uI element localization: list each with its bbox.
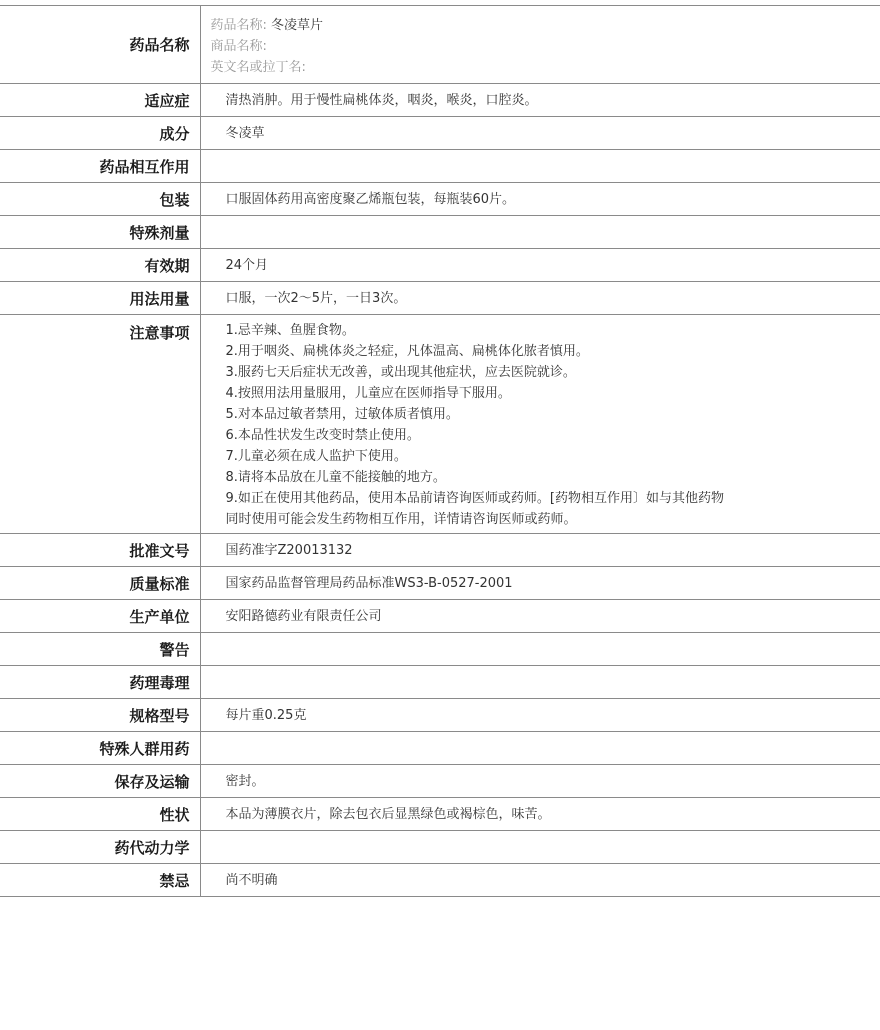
value-expiry: 24个月 — [200, 249, 880, 282]
label-character: 性状 — [0, 798, 200, 831]
label-indication: 适应症 — [0, 84, 200, 117]
label-expiry: 有效期 — [0, 249, 200, 282]
row-usage — [0, 282, 880, 315]
value-special-population — [200, 732, 880, 765]
label-ingredients: 成分 — [0, 117, 200, 150]
label-contraindications: 禁忌 — [0, 864, 200, 897]
drug-info-table — [0, 5, 880, 897]
precaution-line: 4.按照用法用量服用，儿童应在医师指导下服用。 — [225, 386, 511, 401]
label-warning: 警告 — [0, 633, 200, 666]
row-special-dose — [0, 216, 880, 249]
row-ingredients — [0, 117, 880, 150]
generic-name-value: 冬凌草片 — [271, 18, 324, 33]
row-expiry — [0, 249, 880, 282]
value-usage: 口服，一次2～5片，一日3次。 — [200, 282, 880, 315]
row-interactions — [0, 150, 880, 183]
value-spec: 每片重0.25克 — [200, 699, 880, 732]
label-spec: 规格型号 — [0, 699, 200, 732]
trade-name-key: 商品名称: — [210, 39, 267, 54]
row-warning — [0, 633, 880, 666]
trade-name-line — [211, 36, 880, 57]
row-indication — [0, 84, 880, 117]
row-contraindications — [0, 864, 880, 897]
value-toxicology — [200, 666, 880, 699]
value-indication: 清热消肿。用于慢性扁桃体炎，咽炎，喉炎，口腔炎。 — [200, 84, 880, 117]
label-standard: 质量标准 — [0, 567, 200, 600]
value-ingredients: 冬凌草 — [200, 117, 880, 150]
drug-name-block — [200, 6, 880, 84]
value-standard: 国家药品监督管理局药品标准WS3-B-0527-2001 — [200, 567, 880, 600]
precaution-line: 9.如正在使用其他药品，使用本品前请咨询医师或药师。[药物相互作用〕如与其他药物 — [225, 491, 724, 506]
generic-name-key: 药品名称: — [210, 18, 267, 33]
precaution-line: 3.服药七天后症状无改善，或出现其他症状，应去医院就诊。 — [225, 365, 576, 380]
label-approval: 批准文号 — [0, 534, 200, 567]
label-drug-name: 药品名称 — [0, 6, 200, 84]
row-spec — [0, 699, 880, 732]
value-precautions — [200, 315, 880, 534]
english-name-line — [211, 57, 880, 78]
value-manufacturer: 安阳路德药业有限责任公司 — [200, 600, 880, 633]
row-drug-name — [0, 6, 880, 84]
row-toxicology — [0, 666, 880, 699]
value-contraindications: 尚不明确 — [200, 864, 880, 897]
value-special-dose — [200, 216, 880, 249]
generic-name-line — [211, 15, 880, 36]
precaution-line: 5.对本品过敏者禁用，过敏体质者慎用。 — [225, 407, 459, 422]
label-storage: 保存及运输 — [0, 765, 200, 798]
precaution-line: 2.用于咽炎、扁桃体炎之轻症，凡体温高、扁桃体化脓者慎用。 — [225, 344, 589, 359]
precaution-line: 1.忌辛辣、鱼腥食物。 — [225, 323, 355, 338]
precaution-line: 同时使用可能会发生药物相互作用，详情请咨询医师或药师。 — [225, 512, 577, 527]
value-package: 口服固体药用高密度聚乙烯瓶包装，每瓶装60片。 — [200, 183, 880, 216]
row-precautions — [0, 315, 880, 534]
english-name-key: 英文名或拉丁名: — [210, 60, 306, 75]
label-special-dose: 特殊剂量 — [0, 216, 200, 249]
precaution-line: 8.请将本品放在儿童不能接触的地方。 — [225, 470, 446, 485]
value-storage: 密封。 — [200, 765, 880, 798]
label-usage: 用法用量 — [0, 282, 200, 315]
value-interactions — [200, 150, 880, 183]
label-pharmacokinetics: 药代动力学 — [0, 831, 200, 864]
label-package: 包装 — [0, 183, 200, 216]
row-package — [0, 183, 880, 216]
precaution-line: 6.本品性状发生改变时禁止使用。 — [225, 428, 420, 443]
row-approval — [0, 534, 880, 567]
row-character — [0, 798, 880, 831]
label-interactions: 药品相互作用 — [0, 150, 200, 183]
label-toxicology: 药理毒理 — [0, 666, 200, 699]
value-character: 本品为薄膜衣片，除去包衣后显黑绿色或褐棕色，味苦。 — [200, 798, 880, 831]
precaution-line: 7.儿童必须在成人监护下使用。 — [225, 449, 407, 464]
label-precautions: 注意事项 — [0, 315, 200, 534]
value-warning — [200, 633, 880, 666]
row-standard — [0, 567, 880, 600]
row-storage — [0, 765, 880, 798]
row-pharmacokinetics — [0, 831, 880, 864]
value-pharmacokinetics — [200, 831, 880, 864]
value-approval: 国药准字Z20013132 — [200, 534, 880, 567]
row-special-population — [0, 732, 880, 765]
label-special-population: 特殊人群用药 — [0, 732, 200, 765]
label-manufacturer: 生产单位 — [0, 600, 200, 633]
row-manufacturer — [0, 600, 880, 633]
